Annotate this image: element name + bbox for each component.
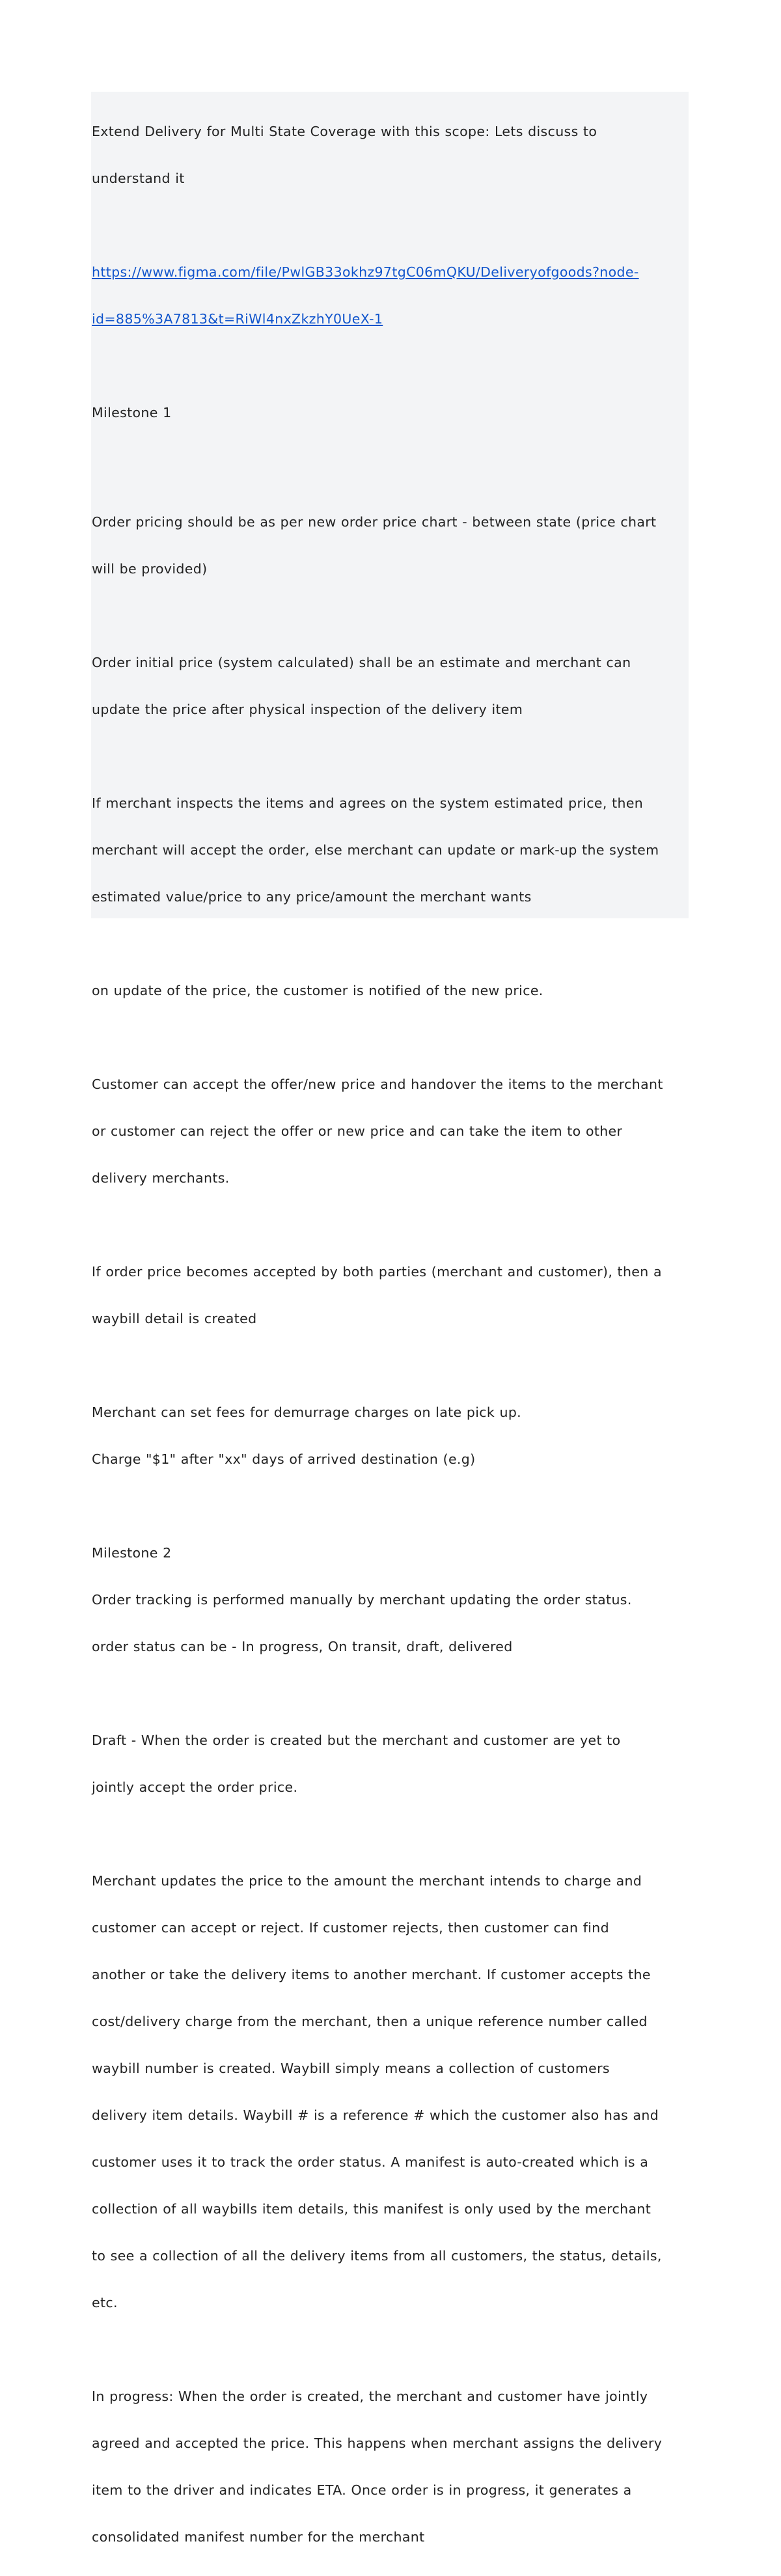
notify-paragraph: on update of the price, the customer is notified of the new price. <box>92 983 543 998</box>
initial-price-paragraph: Order initial price (system calculated) shall be an estimate and merchant can update the price after physical inspection of the delivery item <box>92 655 631 717</box>
figma-link-paragraph <box>92 233 689 358</box>
intro-line: understand it <box>92 171 185 186</box>
milestone-2-section: Milestone 2 Order tracking is performed manually by merchant updating the order status. order status can be - In progress, On transit, draft, delivered <box>92 1514 689 1686</box>
milestone-2-heading: Milestone 2 <box>92 1545 172 1561</box>
milestone-1-heading: Milestone 1 <box>92 405 172 420</box>
inspection-paragraph: If merchant inspects the items and agrees on the system estimated price, then merchant will accept the order, else merchant can update or mark-up the system estimated value/price to any price/amount the merchant wants <box>92 795 659 905</box>
merchant-updates-paragraph: Merchant updates the price to the amount the merchant intends to charge and customer can accept or reject. If customer rejects, then customer can find another or take the delivery items to another merchant. If customer accepts the cost/delivery charge from the merchant, then a unique reference number called waybill number is created. Waybill simply means a collection of customers delivery item details. Waybill # is a reference # which the customer also has and customer uses it to track the order status. A manifest is auto-created which is a collection of all waybills item details, this manifest is only used by the merchant to see a collection of all the delivery items from all customers, the status, details, etc. <box>92 1873 662 2310</box>
figma-link[interactable]: https://www.figma.com/file/PwlGB33okhz97tgC06mQKU/Deliveryofgoods?node- <box>92 264 639 280</box>
figma-link[interactable]: id=885%3A7813&t=RiWl4nxZkzhY0UeX-1 <box>92 311 383 327</box>
pricing-paragraph: Order pricing should be as per new order price chart - between state (price chart will be provided) <box>92 514 657 577</box>
in-progress-paragraph: In progress: When the order is created, the merchant and customer have jointly agreed and accepted the price. This happens when merchant assigns the delivery item to the driver and indicates ETA. Once order is in progress, it generates a consolidated manifest number for the merchant <box>92 2389 663 2545</box>
waybill-paragraph: If order price becomes accepted by both parties (merchant and customer), then a waybill detail is created <box>92 1264 662 1326</box>
intro-line: Extend Delivery for Multi State Coverage with this scope: Lets discuss to <box>92 124 597 139</box>
draft-paragraph: Draft - When the order is created but the merchant and customer are yet to jointly accept the order price. <box>92 1733 621 1795</box>
customer-paragraph: Customer can accept the offer/new price and handover the items to the merchant or customer can reject the offer or new price and can take the item to other delivery merchants. <box>92 1076 663 1186</box>
document-body <box>91 92 689 2545</box>
intro-paragraph <box>92 92 689 217</box>
fees-paragraph: Merchant can set fees for demurrage charges on late pick up. Charge "$1" after "xx" days of arrived destination (e.g) <box>92 1404 522 1467</box>
